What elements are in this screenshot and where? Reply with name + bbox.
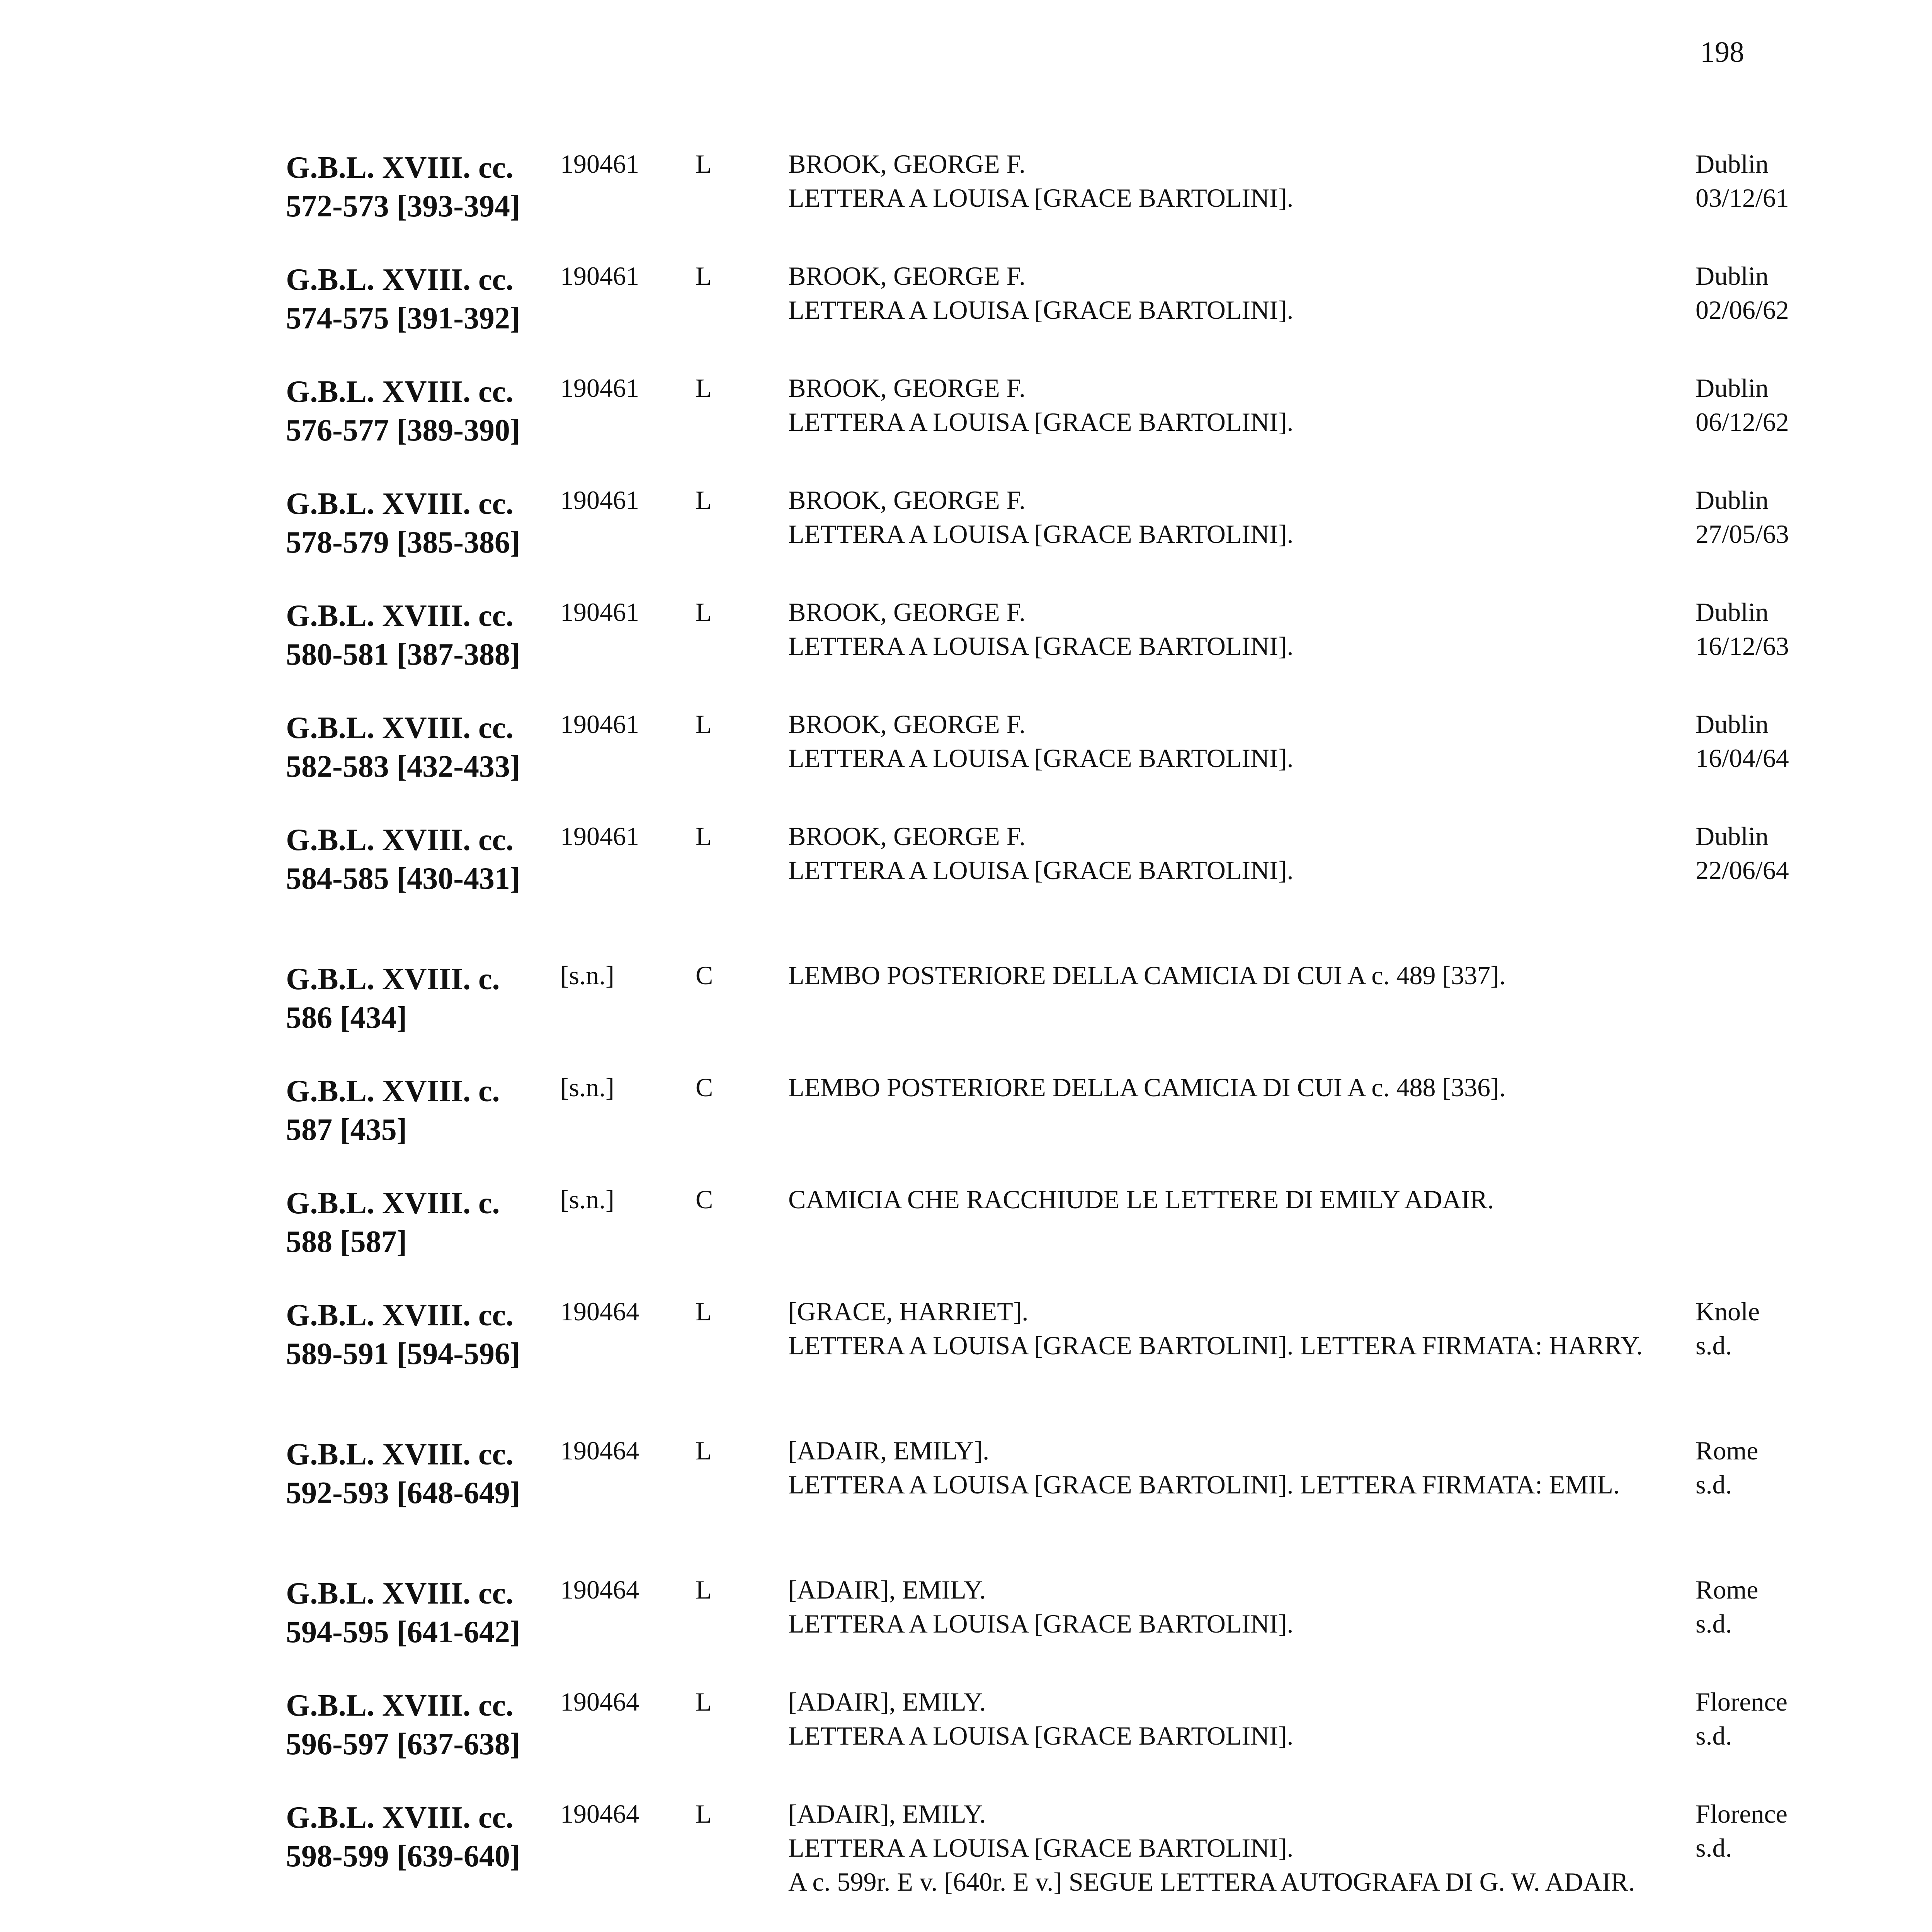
record-id: 190464	[560, 1436, 639, 1465]
record-type: L	[696, 1297, 712, 1326]
place-date: Dublin 06/12/62	[1696, 373, 1789, 437]
description: LEMBO POSTERIORE DELLA CAMICIA DI CUI A c. 488 [336].	[788, 1073, 1506, 1102]
record-id: [s.n.]	[560, 961, 614, 990]
description: BROOK, GEORGE F. LETTERA A LOUISA [GRACE BARTOLINI].	[788, 709, 1294, 773]
shelfmark: G.B.L. XVIII. cc. 596-597 [637-638]	[286, 1689, 520, 1761]
record-type: C	[696, 1073, 713, 1102]
shelfmark: G.B.L. XVIII. cc. 594-595 [641-642]	[286, 1577, 520, 1649]
record-id: 190464	[560, 1799, 639, 1828]
place-date: Rome s.d.	[1696, 1436, 1759, 1499]
record-id: 190461	[560, 485, 639, 515]
record-type: L	[696, 485, 712, 515]
record-id: 190461	[560, 821, 639, 851]
place-date: Rome s.d.	[1696, 1575, 1759, 1638]
description: BROOK, GEORGE F. LETTERA A LOUISA [GRACE BARTOLINI].	[788, 373, 1294, 437]
record-type: L	[696, 1687, 712, 1716]
shelfmark: G.B.L. XVIII. cc. 576-577 [389-390]	[286, 375, 520, 447]
description: [ADAIR, EMILY]. LETTERA A LOUISA [GRACE BARTOLINI]. LETTERA FIRMATA: EMIL.	[788, 1436, 1620, 1499]
record-type: L	[696, 821, 712, 851]
description: [ADAIR], EMILY. LETTERA A LOUISA [GRACE BARTOLINI].	[788, 1687, 1294, 1750]
record-id: 190461	[560, 149, 639, 179]
record-type: L	[696, 597, 712, 627]
place-date: Dublin 27/05/63	[1696, 485, 1789, 549]
shelfmark: G.B.L. XVIII. cc. 589-591 [594-596]	[286, 1298, 520, 1371]
description: CAMICIA CHE RACCHIUDE LE LETTERE DI EMILY ADAIR.	[788, 1185, 1494, 1214]
record-id: 190464	[560, 1687, 639, 1716]
place-date: Florence s.d.	[1696, 1799, 1787, 1862]
shelfmark: G.B.L. XVIII. c. 588 [587]	[286, 1186, 500, 1259]
description: BROOK, GEORGE F. LETTERA A LOUISA [GRACE BARTOLINI].	[788, 597, 1294, 661]
record-type: C	[696, 1185, 713, 1214]
record-type: L	[696, 261, 712, 291]
record-type: C	[696, 961, 713, 990]
shelfmark: G.B.L. XVIII. cc. 598-599 [639-640]	[286, 1801, 520, 1873]
record-id: 190461	[560, 261, 639, 291]
record-id: 190461	[560, 597, 639, 627]
shelfmark: G.B.L. XVIII. cc. 572-573 [393-394]	[286, 151, 520, 223]
record-type: L	[696, 373, 712, 403]
shelfmark: G.B.L. XVIII. cc. 580-581 [387-388]	[286, 599, 520, 672]
record-type: L	[696, 1575, 712, 1604]
description: LEMBO POSTERIORE DELLA CAMICIA DI CUI A c. 489 [337].	[788, 961, 1506, 990]
description: [ADAIR], EMILY. LETTERA A LOUISA [GRACE BARTOLINI].	[788, 1575, 1294, 1638]
shelfmark: G.B.L. XVIII. c. 586 [434]	[286, 962, 500, 1035]
record-id: 190461	[560, 373, 639, 403]
shelfmark: G.B.L. XVIII. cc. 574-575 [391-392]	[286, 263, 520, 335]
place-date: Dublin 02/06/62	[1696, 261, 1789, 325]
description: BROOK, GEORGE F. LETTERA A LOUISA [GRACE BARTOLINI].	[788, 821, 1294, 885]
record-id: 190464	[560, 1575, 639, 1604]
description: [GRACE, HARRIET]. LETTERA A LOUISA [GRACE BARTOLINI]. LETTERA FIRMATA: HARRY.	[788, 1297, 1643, 1360]
place-date: Dublin 22/06/64	[1696, 821, 1789, 885]
place-date: Dublin 16/12/63	[1696, 597, 1789, 661]
record-type: L	[696, 149, 712, 179]
record-id: 190464	[560, 1297, 639, 1326]
place-date: Florence s.d.	[1696, 1687, 1787, 1750]
shelfmark: G.B.L. XVIII. cc. 592-593 [648-649]	[286, 1437, 520, 1510]
place-date: Dublin 03/12/61	[1696, 149, 1789, 213]
place-date: Dublin 16/04/64	[1696, 709, 1789, 773]
page-number: 198	[1700, 36, 1744, 68]
record-id: 190461	[560, 709, 639, 739]
record-id: [s.n.]	[560, 1073, 614, 1102]
shelfmark: G.B.L. XVIII. cc. 578-579 [385-386]	[286, 487, 520, 560]
record-type: L	[696, 709, 712, 739]
description: BROOK, GEORGE F. LETTERA A LOUISA [GRACE BARTOLINI].	[788, 485, 1294, 549]
description: BROOK, GEORGE F. LETTERA A LOUISA [GRACE BARTOLINI].	[788, 149, 1294, 213]
place-date: Knole s.d.	[1696, 1297, 1760, 1360]
shelfmark: G.B.L. XVIII. cc. 584-585 [430-431]	[286, 823, 520, 896]
description: [ADAIR], EMILY. LETTERA A LOUISA [GRACE BARTOLINI]. A c. 599r. E v. [640r. E v.] SEGUE LETTERA AUTOGRAFA DI G. W. ADAIR.	[788, 1799, 1635, 1896]
record-id: [s.n.]	[560, 1185, 614, 1214]
record-type: L	[696, 1436, 712, 1465]
description: BROOK, GEORGE F. LETTERA A LOUISA [GRACE BARTOLINI].	[788, 261, 1294, 325]
shelfmark: G.B.L. XVIII. cc. 582-583 [432-433]	[286, 711, 520, 784]
record-type: L	[696, 1799, 712, 1828]
shelfmark: G.B.L. XVIII. c. 587 [435]	[286, 1074, 500, 1147]
